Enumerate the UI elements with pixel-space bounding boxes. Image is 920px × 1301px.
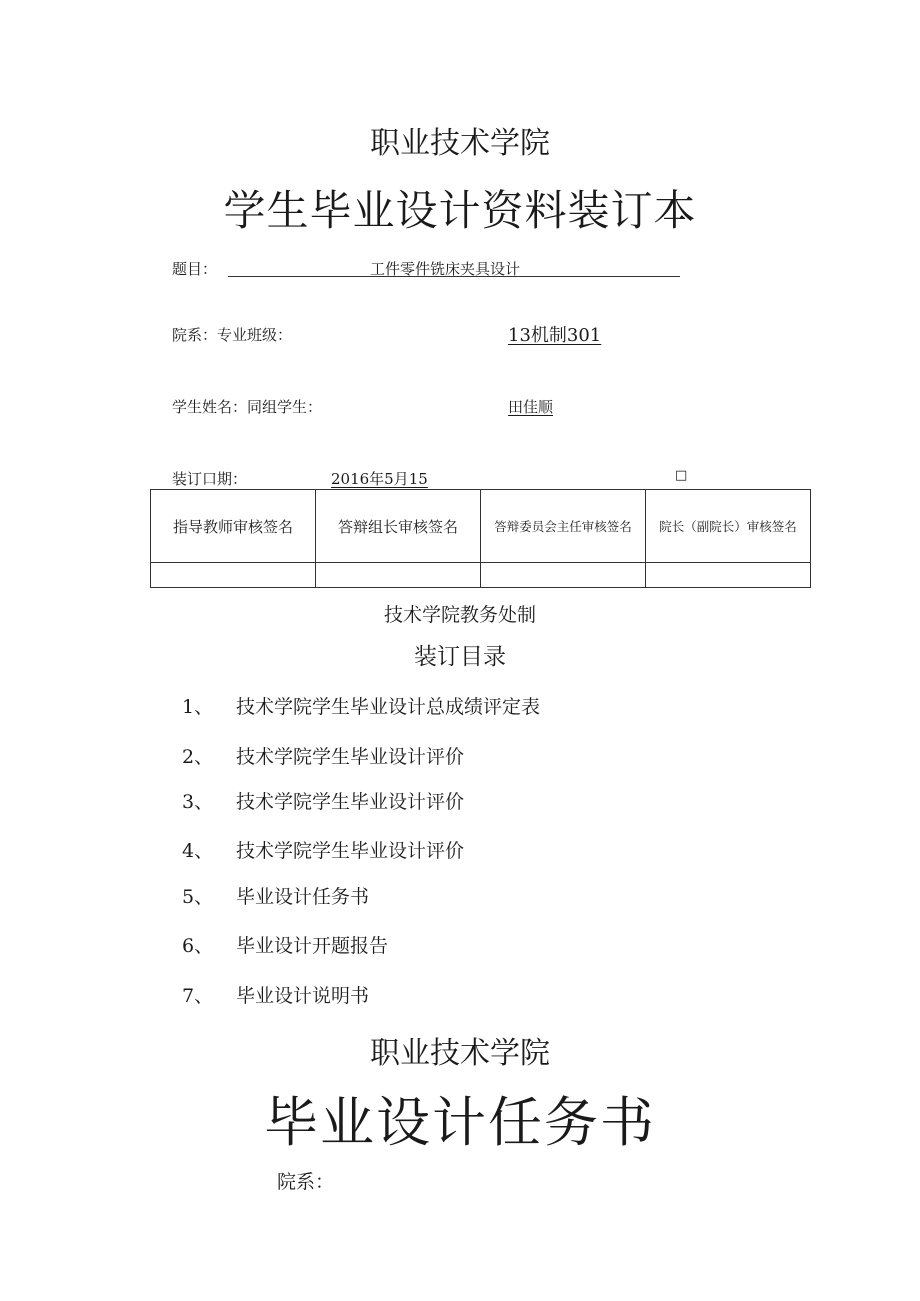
toc-item-number: 4、: [182, 840, 214, 862]
office-credit: 技术学院教务处制: [383, 604, 536, 626]
signature-header-committee-chair: 答辩委员会主任审核签名: [481, 490, 646, 563]
toc-item-number: 1、: [182, 696, 214, 718]
school-name: 职业技术学院: [370, 126, 550, 161]
signature-blank-row: [151, 563, 811, 588]
signature-header-defense-leader: 答辩组长审核签名: [316, 490, 481, 563]
toc-item: [182, 882, 369, 909]
topic-label: 题目：: [172, 260, 218, 278]
toc-item: [182, 836, 464, 863]
toc-title: 装订目录: [414, 644, 506, 670]
student-name-value: 田佳顺: [508, 398, 554, 416]
toc-item-number: 5、: [182, 886, 214, 908]
signature-table: [150, 489, 811, 588]
topic-value: 工件零件铣床夹具设计: [370, 260, 521, 278]
toc-item-text: 毕业设计任务书: [236, 886, 370, 908]
toc-item-text: 毕业设计开题报告: [236, 935, 389, 957]
toc-item: [182, 981, 369, 1008]
box-mark: □: [675, 468, 688, 483]
toc-item-text: 技术学院学生毕业设计总成绩评定表: [236, 696, 541, 718]
toc-item-text: 技术学院学生毕业设计评价: [236, 791, 465, 813]
toc-item-text: 技术学院学生毕业设计评价: [236, 746, 465, 768]
toc-item-text: 技术学院学生毕业设计评价: [236, 840, 465, 862]
signature-header-row: [151, 490, 811, 563]
toc-item: [182, 692, 540, 719]
signature-header-dean: 院长（副院长）审核签名: [646, 490, 811, 563]
date-label: 装订口期：: [172, 470, 248, 488]
signature-cell-dean: [646, 563, 811, 588]
signature-header-advisor: 指导教师审核签名: [151, 490, 316, 563]
task-book-title: 毕业设计任务书: [264, 1091, 656, 1154]
toc-item: [182, 931, 388, 958]
binding-book-title: 学生毕业设计资料装订本: [223, 186, 697, 235]
signature-cell-defense-leader: [316, 563, 481, 588]
toc-item: [182, 787, 464, 814]
toc-item: [182, 742, 464, 769]
toc-item-number: 2、: [182, 746, 214, 768]
dept-label: 院系：: [277, 1171, 335, 1193]
class-value: 13机制301: [508, 325, 602, 346]
task-school-name: 职业技术学院: [370, 1036, 550, 1071]
signature-cell-committee-chair: [481, 563, 646, 588]
student-label: 学生姓名：同组学生：: [172, 398, 323, 416]
toc-item-text: 毕业设计说明书: [236, 985, 370, 1007]
toc-item-number: 7、: [182, 985, 214, 1007]
date-value: 2016年5月15: [331, 470, 428, 488]
signature-cell-advisor: [151, 563, 316, 588]
class-label: 院系：专业班级：: [172, 326, 293, 344]
toc-item-number: 6、: [182, 935, 214, 957]
toc-item-number: 3、: [182, 791, 214, 813]
